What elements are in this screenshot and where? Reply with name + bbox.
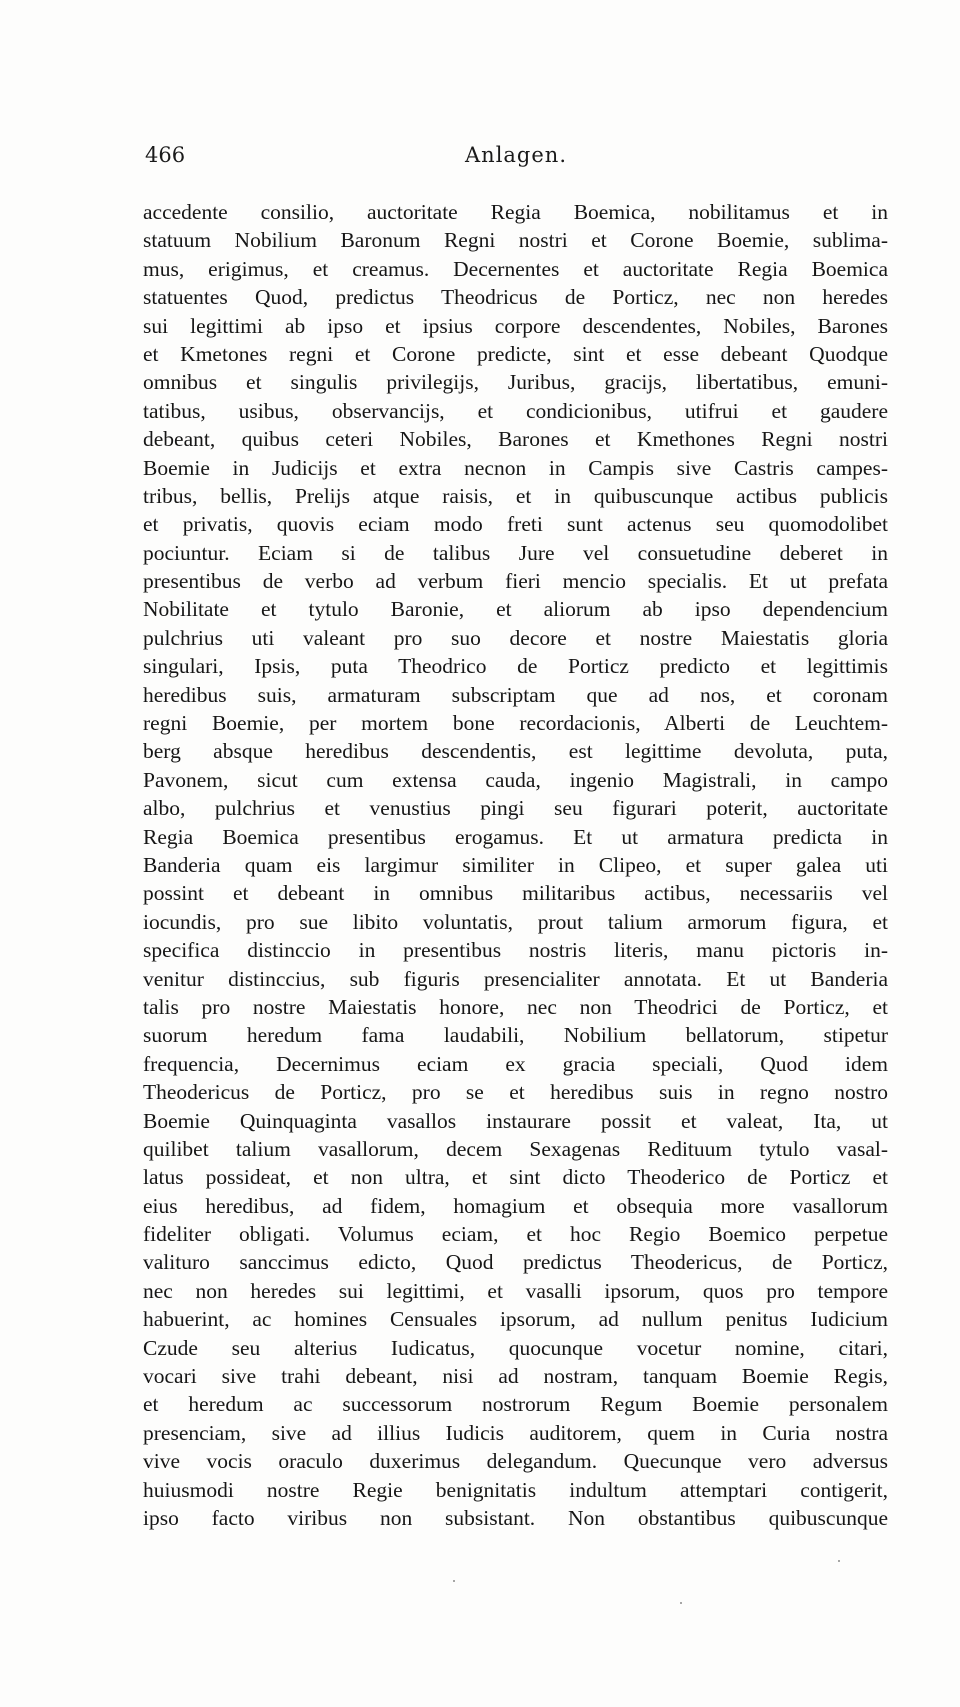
text-line: vocari sive trahi debeant, nisi ad nostram, tanquam Boemie Regis, [143, 1364, 888, 1389]
text-line: habuerint, ac homines Censuales ipsorum, ad nullum penitus Iudicium [143, 1307, 888, 1332]
text-line: ipso facto viribus non subsistant. Non obstantibus quibuscunque [143, 1505, 888, 1530]
text-line: specifica distinccio in presentibus nostris literis, manu pictoris in- [143, 938, 888, 963]
text-line: Theodericus de Porticz, pro se et heredibus suis in regno nostro [143, 1080, 888, 1105]
text-line: et heredum ac successorum nostrorum Regum Boemie personalem [143, 1392, 888, 1417]
text-line: Boemie in Judicijs et extra necnon in Campis sive Castris campes- [143, 455, 888, 480]
text-line: accedente consilio, auctoritate Regia Boemica, nobilitamus et in [143, 200, 888, 224]
text-line: latus possideat, et non ultra, et sint dicto Theoderico de Porticz et [143, 1165, 888, 1190]
text-line: tribus, bellis, Prelijs atque raisis, et in quibuscunque actibus publicis [143, 483, 888, 508]
text-line: Regia Boemica presentibus erogamus. Et ut armatura predicta in [143, 824, 888, 849]
text-line: omnibus et singulis privilegijs, Juribus, gracijs, libertatibus, emuni- [143, 370, 888, 395]
text-line: singulari, Ipsis, puta Theodrico de Porticz predicto et legittimis [143, 654, 888, 679]
text-line: pociuntur. Eciam si de talibus Jure vel consuetudine deberet in [143, 540, 888, 565]
text-line: suorum heredum fama laudabili, Nobilium bellatorum, stipetur [143, 1023, 888, 1048]
body-text [143, 198, 888, 1532]
text-line: nec non heredes sui legittimi, et vasalli ipsorum, quos pro tempore [143, 1278, 888, 1303]
running-title: Anlagen. [465, 143, 567, 167]
text-line: Boemie Quinquaginta vasallos instaurare possit et valeat, Ita, ut [143, 1108, 888, 1133]
text-line: talis pro nostre Maiestatis honore, nec non Theodrici de Porticz, et [143, 994, 888, 1019]
text-line: venitur distinccius, sub figuris presencialiter annotata. Et ut Banderia [143, 966, 888, 991]
text-line: statuentes Quod, predictus Theodricus de Porticz, nec non heredes [143, 285, 888, 310]
scan-speck [838, 1560, 840, 1562]
text-line: mus, erigimus, et creamus. Decernentes et auctoritate Regia Boemica [143, 256, 888, 281]
text-line: huiusmodi nostre Regie benignitatis indultum attemptari contigerit, [143, 1477, 888, 1502]
text-line: frequencia, Decernimus eciam ex gracia speciali, Quod idem [143, 1051, 888, 1076]
text-line: possint et debeant in omnibus militaribus actibus, necessariis vel [143, 881, 888, 906]
text-line: presentibus de verbo ad verbum fieri mencio specialis. Et ut prefata [143, 569, 888, 594]
text-line: fideliter obligati. Volumus eciam, et hoc Regio Boemico perpetue [143, 1222, 888, 1247]
text-line: Czude seu alterius Iudicatus, quocunque vocetur nomine, citari, [143, 1335, 888, 1360]
text-line: pulchrius uti valeant pro suo decore et nostre Maiestatis gloria [143, 625, 888, 650]
text-line: quilibet talium vasallorum, decem Sexagenas Redituum tytulo vasal- [143, 1136, 888, 1161]
text-line: debeant, quibus ceteri Nobiles, Barones et Kmethones Regni nostri [143, 427, 888, 452]
text-line: Pavonem, sicut cum extensa cauda, ingenio Magistrali, in campo [143, 767, 888, 792]
text-line: albo, pulchrius et venustius pingi seu figurari poterit, auctoritate [143, 796, 888, 821]
text-line: eius heredibus, ad fidem, homagium et obsequia more vasallorum [143, 1193, 888, 1218]
scan-speck [453, 1580, 455, 1582]
text-line: valituro sanccimus edicto, Quod predictus Theodericus, de Porticz, [143, 1250, 888, 1275]
text-line: et privatis, quovis eciam modo freti sunt actenus seu quomodolibet [143, 512, 888, 537]
text-line: iocundis, pro sue libito voluntatis, prout talium armorum figura, et [143, 909, 888, 934]
text-line: presenciam, sive ad illius Iudicis auditorem, quem in Curia nostra [143, 1420, 888, 1445]
text-line: heredibus suis, armaturam subscriptam que ad nos, et coronam [143, 682, 888, 707]
text-line: berg absque heredibus descendentis, est legittime devoluta, puta, [143, 739, 888, 764]
text-line: Nobilitate et tytulo Baronie, et aliorum ab ipso dependencium [143, 597, 888, 622]
text-line: vive vocis oraculo duxerimus delegandum. Quecunque vero adversus [143, 1449, 888, 1474]
page-number: 466 [145, 143, 186, 167]
text-line: et Kmetones regni et Corone predicte, sint et esse debeant Quodque [143, 341, 888, 366]
text-line: tatibus, usibus, observancijs, et condicionibus, utifrui et gaudere [143, 398, 888, 423]
text-line: regni Boemie, per mortem bone recordacionis, Alberti de Leuchtem- [143, 711, 888, 736]
text-line: Banderia quam eis largimur similiter in Clipeo, et super galea uti [143, 852, 888, 877]
running-head [145, 143, 867, 173]
text-line: sui legittimi ab ipso et ipsius corpore descendentes, Nobiles, Barones [143, 313, 888, 338]
text-line: statuum Nobilium Baronum Regni nostri et Corone Boemie, sublima- [143, 228, 888, 253]
scan-speck [680, 1602, 682, 1604]
